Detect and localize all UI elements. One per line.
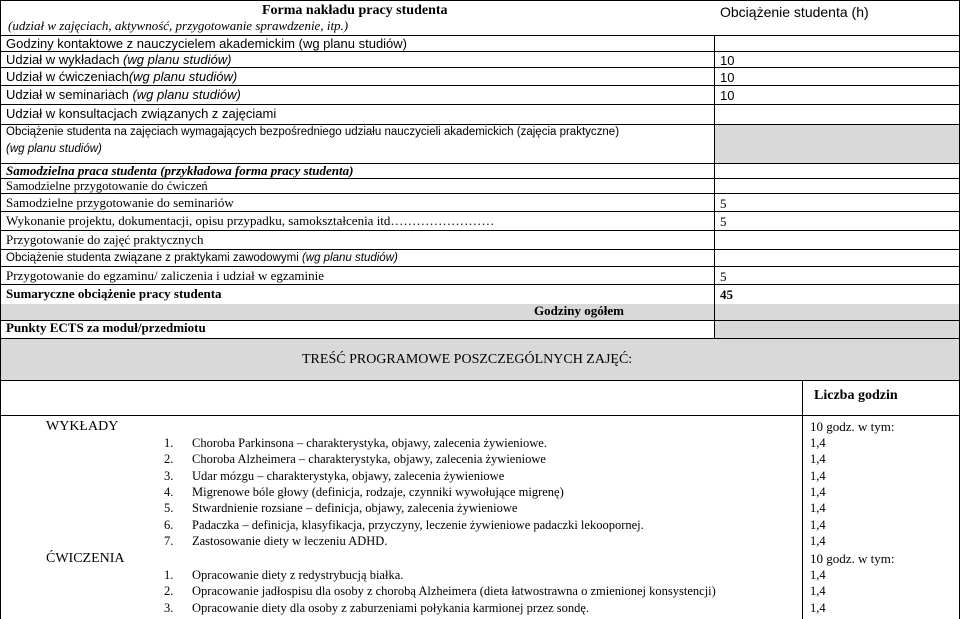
- total-hours-label: Godziny ogółem: [534, 303, 624, 318]
- workload-subtitle: (udział w zajęciach, aktywność, przygotowanie sprawdzenie, itp.): [8, 18, 349, 33]
- lecture-item-number: 4.: [164, 484, 174, 499]
- practical-classes-label-line1: Obciążenie studenta na zajęciach wymagających bezpośredniego udziału nauczycieli akademickich (zajęcia praktyczne): [6, 126, 620, 138]
- lectures-participation-value: 10: [720, 53, 735, 68]
- ects-value-cell: [714, 304, 960, 338]
- lecture-item-text: Stwardnienie rozsiane – definicja, objawy, zalecenia żywieniowe: [192, 501, 518, 516]
- seminars-participation-label: Udział w seminariach (wg planu studiów): [6, 87, 241, 102]
- lecture-item-hours: 1,4: [810, 436, 826, 450]
- lecture-item-number: 1.: [164, 436, 174, 450]
- lecture-item-hours: 1,4: [810, 468, 826, 483]
- lectures-participation-label: Udział w wykładach (wg planu studiów): [6, 52, 232, 67]
- self-prep-exercises-label: Samodzielne przygotowanie do ćwiczeń: [6, 179, 208, 193]
- lectures-section-label: WYKŁADY: [46, 419, 119, 434]
- lectures-total-hours: 10 godz. w tym:: [810, 419, 895, 434]
- practical-classes-label-line2: (wg planu studiów): [6, 143, 102, 155]
- practical-prep-label: Przygotowanie do zajęć praktycznych: [6, 232, 204, 247]
- exercises-participation-value: 10: [720, 70, 735, 85]
- lecture-item-text: Padaczka – definicja, klasyfikacja, przyczyny, leczenie żywieniowe padaczki lekoopornej.: [192, 517, 644, 532]
- lecture-item-number: 2.: [164, 452, 174, 467]
- seminars-participation-value: 10: [720, 88, 735, 103]
- lecture-item-text: Choroba Alzheimera – charakterystyka, objawy, zalecenia żywieniowe: [192, 452, 546, 467]
- hours-column-header: Liczba godzin: [814, 388, 898, 403]
- project-label: Wykonanie projektu, dokumentacji, opisu przypadku, samokształcenia itd……………………: [6, 213, 495, 228]
- exercise-item-hours: 1,4: [810, 568, 826, 582]
- exercises-section-label: ĆWICZENIA: [46, 551, 125, 566]
- exercise-item-number: 2.: [164, 584, 174, 599]
- ects-label: Punkty ECTS za moduł/przedmiotu: [6, 320, 206, 335]
- exam-prep-label: Przygotowanie do egzaminu/ zaliczenia i udział w egzaminie: [6, 268, 325, 283]
- lecture-item-number: 7.: [164, 533, 174, 548]
- lecture-item-number: 5.: [164, 501, 174, 516]
- self-work-heading: Samodzielna praca studenta (przykładowa forma pracy studenta): [6, 163, 354, 178]
- program-title: TREŚĆ PROGRAMOWE POSZCZEGÓLNYCH ZAJĘĆ:: [302, 352, 633, 367]
- contact-heading: Godziny kontaktowe z nauczycielem akademickim (wg planu studiów): [6, 36, 408, 51]
- lecture-item-text: Udar mózgu – charakterystyka, objawy, zalecenia żywieniowe: [192, 468, 505, 483]
- lecture-item-hours: 1,4: [810, 484, 826, 499]
- project-value: 5: [720, 214, 727, 229]
- lecture-item-number: 6.: [164, 517, 174, 532]
- exam-prep-value: 5: [720, 269, 727, 284]
- exercises-participation-label: Udział w ćwiczeniach(wg planu studiów): [6, 69, 238, 84]
- lecture-item-hours: 1,4: [810, 533, 826, 548]
- exercise-item-hours: 1,4: [810, 600, 826, 615]
- exercise-item-text: Opracowanie jadłospisu dla osoby z chorobą Alzheimera (dieta łatwostrawna o zmienionej konsystencji): [192, 584, 716, 599]
- lecture-item-text: Zastosowanie diety w leczeniu ADHD.: [192, 533, 388, 548]
- total-workload-label: Sumaryczne obciążenie pracy studenta: [6, 286, 222, 301]
- exercise-item-text: Opracowanie diety z redystrybucją białka.: [192, 568, 404, 582]
- lecture-item-text: Choroba Parkinsona – charakterystyka, objawy, zalecenia żywieniowe.: [192, 436, 547, 450]
- load-column-header: Obciążenie studenta (h): [720, 4, 869, 20]
- workload-title: Forma nakładu pracy studenta: [262, 3, 448, 18]
- consultations-label: Udział w konsultacjach związanych z zajęciami: [6, 106, 277, 121]
- lecture-item-text: Migrenowe bóle głowy (definicja, rodzaje, czynniki wywołujące migrenę): [192, 484, 564, 499]
- lecture-item-hours: 1,4: [810, 501, 826, 516]
- exercise-item-hours: 1,4: [810, 584, 826, 599]
- total-workload-value: 45: [720, 287, 733, 302]
- professional-practice-label: Obciążenie studenta związane z praktykami zawodowymi (wg planu studiów): [6, 252, 398, 264]
- exercise-item-number: 1.: [164, 568, 174, 582]
- self-prep-seminars-label: Samodzielne przygotowanie do seminariów: [6, 195, 234, 210]
- exercise-item-text: Opracowanie diety dla osoby z zaburzeniami połykania karmionej przez sondę.: [192, 600, 590, 615]
- exercise-item-number: 3.: [164, 600, 174, 615]
- self-prep-seminars-value: 5: [720, 196, 727, 211]
- lecture-item-hours: 1,4: [810, 517, 826, 532]
- practical-value-cell: [714, 124, 960, 163]
- exercises-total-hours: 10 godz. w tym:: [810, 551, 895, 566]
- lecture-item-number: 3.: [164, 468, 174, 483]
- lecture-item-hours: 1,4: [810, 452, 826, 467]
